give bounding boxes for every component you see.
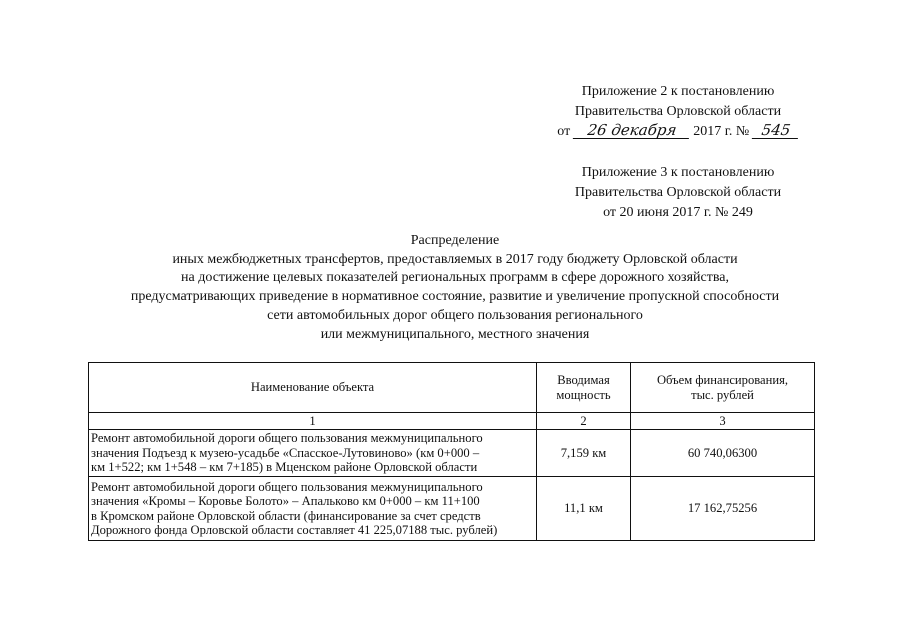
- column-number-row: [89, 413, 815, 430]
- row-1-object-name: [89, 430, 537, 477]
- row-2-funding: 17 162,75256: [631, 477, 815, 541]
- row-1-name-line-2: значения Подъезд к музею-усадьбе «Спасское-Лутовиново» (км 0+000 –: [91, 445, 480, 460]
- header-funding-line2: тыс. рублей: [691, 387, 754, 402]
- appendix-3-line3: от 20 июня 2017 г. № 249: [603, 205, 753, 220]
- appendix-2-year: 2017 г. №: [693, 124, 750, 139]
- column-number-3: 3: [631, 413, 815, 430]
- appendix-2-block: [548, 82, 808, 142]
- row-2-name-line-3: в Кромском районе Орловской области (финансирование за счет средств: [91, 508, 481, 523]
- appendix-2-line2: Правительства Орловской области: [574, 104, 782, 119]
- row-1-name-line-3: км 1+522; км 1+548 – км 7+185) в Мценском районе Орловской области: [91, 460, 478, 475]
- appendix-3-line2: Правительства Орловской области: [574, 185, 782, 200]
- appendix-2-line1: Приложение 2 к постановлению: [581, 84, 775, 99]
- row-2-name-line-2: значения «Кромы – Коровье Болото» – Апальково км 0+000 – км 11+100: [91, 494, 480, 509]
- appendix-2-date-line: [548, 122, 808, 142]
- header-object-name: Наименование объекта: [89, 363, 537, 413]
- row-1-name-line-1: Ремонт автомобильной дороги общего пользования межмуниципального: [91, 431, 483, 446]
- row-1-funding: 60 740,06300: [631, 430, 815, 477]
- header-capacity-line1: Вводимая: [557, 373, 610, 388]
- appendix-3-line1: Приложение 3 к постановлению: [581, 165, 775, 180]
- row-2-object-name: [89, 477, 537, 541]
- appendix-3-block: [548, 163, 808, 223]
- allocation-table: [88, 362, 815, 541]
- heading-line-1: иных межбюджетных трансфертов, предоставляемых в 2017 году бюджету Орловской области: [172, 251, 738, 267]
- table-row: [89, 477, 815, 541]
- table-header-row: [89, 363, 815, 413]
- header-capacity-line2: мощность: [556, 387, 611, 402]
- header-funding-line1: Объем финансирования,: [656, 373, 789, 388]
- appendix-2-from-prefix: от: [557, 124, 571, 139]
- header-capacity: [537, 363, 631, 413]
- column-number-1: 1: [89, 413, 537, 430]
- handwritten-date: 26 декабря: [573, 122, 691, 139]
- heading-title: Распределение: [410, 233, 500, 248]
- handwritten-number: 545: [752, 122, 800, 139]
- table-row: [89, 430, 815, 477]
- header-funding: [631, 363, 815, 413]
- heading-line-3: предусматривающих приведение в нормативное состояние, развитие и увеличение пропускной способности: [130, 289, 780, 305]
- row-1-capacity: 7,159 км: [537, 430, 631, 477]
- row-2-capacity: 11,1 км: [537, 477, 631, 541]
- column-number-2: 2: [537, 413, 631, 430]
- heading-line-5: или межмуниципального, местного значения: [320, 326, 590, 342]
- row-2-name-line-4: Дорожного фонда Орловской области составляет 41 225,07188 тыс. рублей): [91, 522, 498, 537]
- heading-line-2: на достижение целевых показателей региональных программ в сфере дорожного хозяйства,: [181, 270, 729, 286]
- heading-line-4: сети автомобильных дорог общего пользования регионального: [267, 307, 643, 323]
- row-2-name-line-1: Ремонт автомобильной дороги общего пользования межмуниципального: [91, 479, 483, 494]
- document-heading: [60, 232, 850, 344]
